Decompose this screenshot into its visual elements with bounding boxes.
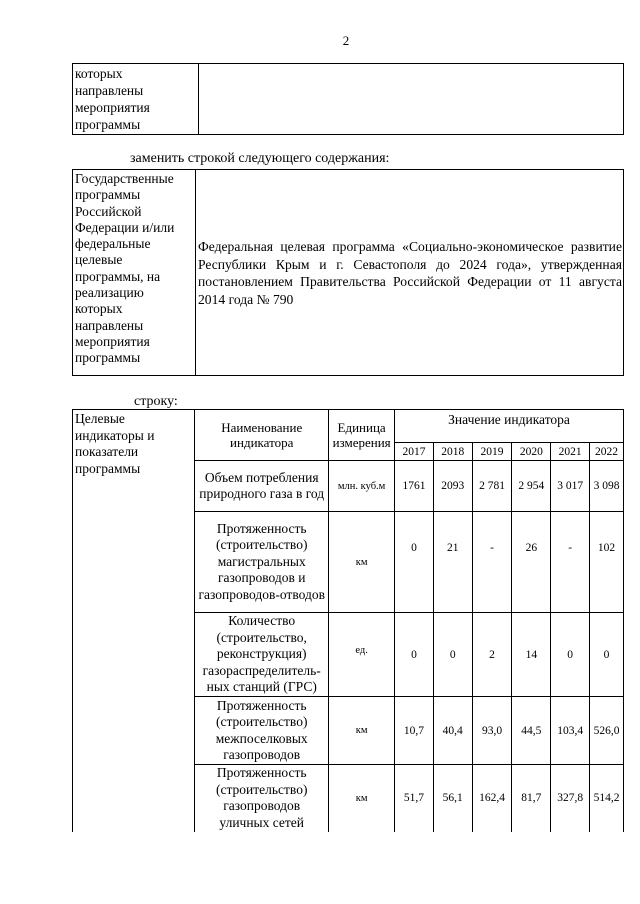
label-line: направлены: [75, 317, 144, 333]
indicator-value: 514,2: [590, 765, 624, 832]
page-number: 2: [342, 33, 350, 48]
indicator-name: Протяженность (строительство) газопроводов уличных сетей: [195, 765, 329, 832]
indicator-value: 2093: [433, 461, 472, 512]
label-line: которых: [75, 66, 123, 81]
header-indicator-name: Наименование индикатора: [195, 410, 329, 461]
indicator-value: 21: [433, 512, 472, 613]
indicator-unit: км: [329, 765, 395, 832]
table-fragment-top: [72, 63, 624, 135]
indicator-value: 0: [433, 613, 472, 697]
indicator-value: 3 098: [590, 461, 624, 512]
label-line: программы: [75, 187, 141, 203]
label-line: направлены: [75, 83, 144, 98]
indicator-value: 0: [395, 512, 434, 613]
indicator-value: 56,1: [433, 765, 472, 832]
indicator-name: Протяженность (строительство) межпоселковых газопроводов: [195, 697, 329, 765]
label-line: реализацию: [75, 285, 144, 301]
indicator-value: 162,4: [472, 765, 512, 832]
indicator-value: 0: [395, 613, 434, 697]
indicator-value: 2 781: [472, 461, 512, 512]
indicator-value: 14: [512, 613, 551, 697]
label-line: показатели: [75, 444, 139, 459]
indicator-unit: ед.: [329, 613, 395, 697]
indicator-value: 0: [551, 613, 590, 697]
program-label-cell: [73, 64, 199, 135]
program-value-cell: [196, 170, 624, 376]
label-line: программы: [75, 350, 141, 366]
indicator-value: 327,8: [551, 765, 590, 832]
year-cell: 2021: [551, 443, 590, 461]
indicator-value: 3 017: [551, 461, 590, 512]
program-value-cell: [199, 64, 624, 135]
header-unit: Единица измерения: [329, 410, 395, 461]
indicator-value: 40,4: [433, 697, 472, 765]
label-line: программы: [75, 460, 141, 476]
indicator-name: Количество (строительство, реконструкция) газораспределитель-ных станций (ГРС): [195, 613, 329, 697]
year-cell: 2017: [395, 443, 434, 461]
indicator-value: 44,5: [512, 697, 551, 765]
indicator-value: 0: [590, 613, 624, 697]
indicator-value: 2 954: [512, 461, 551, 512]
label-line: федеральные: [75, 236, 151, 252]
indicator-value: 51,7: [395, 765, 434, 832]
indicator-unit: км: [329, 697, 395, 765]
label-line: которых: [75, 301, 123, 317]
indicator-name: Протяженность (строительство) магистральных газопроводов и газопроводов-отводов: [195, 512, 329, 613]
header-indicator-value: Значение индикатора: [395, 410, 624, 443]
indicator-value: -: [472, 512, 512, 613]
program-label-cell: [73, 170, 196, 376]
label-line: программы, на: [75, 268, 161, 284]
indicators-label-cell: [73, 410, 195, 832]
row-word: строку:: [134, 394, 178, 409]
table-fragment-replacement: [72, 169, 624, 376]
indicator-unit: км: [329, 512, 395, 613]
year-cell: 2020: [512, 443, 551, 461]
indicator-value: 103,4: [551, 697, 590, 765]
label-line: индикаторы и: [75, 427, 155, 443]
year-cell: 2019: [472, 443, 512, 461]
program-description: Федеральная целевая программа «Социально-экономическое развитие Республики Крым и г. Севастополя до 2024 года», утвержденная постановлением Правительства Российской Федерации от 11 августа 2014 года № 790: [198, 239, 622, 307]
indicator-unit: млн. куб.м: [329, 461, 395, 512]
indicator-value: 10,7: [395, 697, 434, 765]
indicator-value: 102: [590, 512, 624, 613]
label-line: мероприятия: [75, 100, 150, 115]
indicator-value: 81,7: [512, 765, 551, 832]
label-line: Российской: [75, 203, 142, 219]
indicator-value: 2: [472, 613, 512, 697]
label-line: мероприятия: [75, 333, 150, 349]
indicator-value: 93,0: [472, 697, 512, 765]
year-cell: 2018: [433, 443, 472, 461]
label-line: Целевые: [75, 411, 125, 426]
label-line: целевые: [75, 252, 123, 268]
replace-instruction: заменить строкой следующего содержания:: [130, 151, 390, 166]
label-line: программы: [75, 117, 141, 132]
label-line: Федерации и/или: [75, 219, 175, 235]
year-cell: 2022: [590, 443, 624, 461]
indicator-value: 26: [512, 512, 551, 613]
label-line: Государственные: [75, 171, 174, 186]
indicator-name: Объем потребления природного газа в год: [195, 461, 329, 512]
indicator-value: 526,0: [590, 697, 624, 765]
indicator-value: -: [551, 512, 590, 613]
indicators-table: [72, 409, 624, 832]
indicator-value: 1761: [395, 461, 434, 512]
